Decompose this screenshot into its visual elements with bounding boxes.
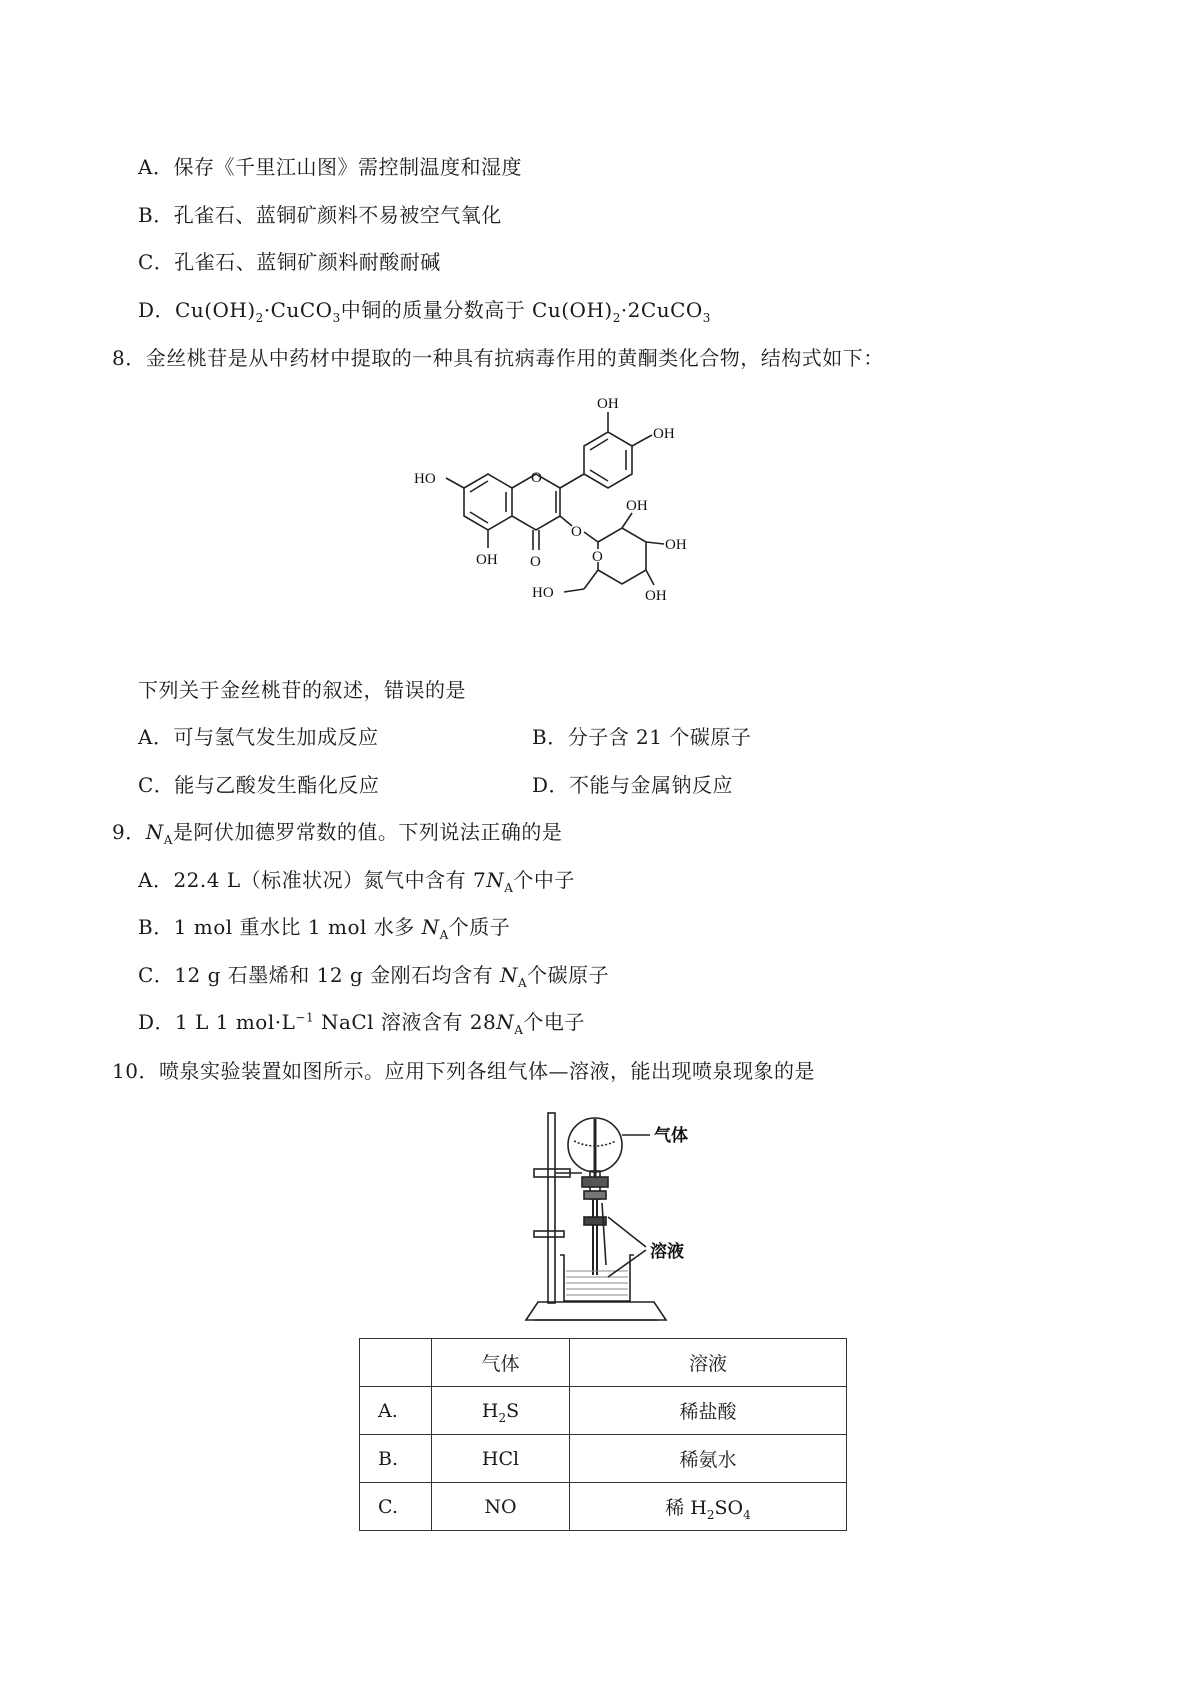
gas-cell: NO (432, 1483, 570, 1531)
q9-stem: 9．$N_A$是阿伏加德罗常数的值。下列说法正确的是 (112, 820, 563, 847)
label-o-sugar: O (592, 549, 603, 565)
label-solution: 溶液 (650, 1242, 684, 1261)
label-oh-b1: OH (597, 396, 619, 412)
label-oh-b2: OH (653, 426, 675, 442)
row-label: B. (360, 1435, 432, 1483)
q8-option-a: A．可与氢气发生加成反应 (138, 725, 379, 749)
stand-rod (548, 1113, 555, 1303)
label-gas: 气体 (654, 1126, 688, 1145)
gas-cell: $H_2S$ (432, 1387, 570, 1435)
row-label: C. (360, 1483, 432, 1531)
q9-option-d: D．1 L 1 $mol\cdot L^{-1}$ NaCl 溶液含有 $28N_A$个电子 (138, 1010, 585, 1037)
row-label: A. (360, 1387, 432, 1435)
q8-option-d: D．不能与金属钠反应 (532, 773, 734, 797)
solution-cell: 稀 $H_2SO_4$ (570, 1483, 847, 1531)
solution-cell: 稀氨水 (570, 1435, 847, 1483)
fountain-apparatus (520, 1105, 710, 1330)
gas-cell: HCl (432, 1435, 570, 1483)
q9-option-a: A．22.4 L（标准状况）氮气中含有 $7N_A$个中子 (138, 868, 575, 895)
label-o-link: O (571, 524, 582, 540)
q10-stem: 10．喷泉实验装置如图所示。应用下列各组气体—溶液，能出现喷泉现象的是 (112, 1059, 815, 1083)
label-o-ring: O (531, 470, 542, 486)
table-header: 气体 (432, 1339, 570, 1387)
solution-cell: 稀盐酸 (570, 1387, 847, 1435)
q7-option-b: B．孔雀石、蓝铜矿颜料不易被空气氧化 (138, 203, 502, 227)
table-header-row (360, 1339, 847, 1387)
q8-prompt: 下列关于金丝桃苷的叙述，错误的是 (138, 678, 466, 702)
q8-option-c: C．能与乙酸发生酯化反应 (138, 773, 380, 797)
ring-a (464, 474, 512, 530)
q7-option-d: D．$Cu(OH)_2\cdot CuCO_3$中铜的质量分数高于 $Cu(OH)_2\cdot 2CuCO_3$ (138, 298, 711, 325)
ring-b (584, 432, 632, 488)
q9-option-b: B．1 mol 重水比 1 mol 水多 $N_A$个质子 (138, 915, 511, 942)
sugar-ring (598, 528, 646, 584)
table-row (360, 1387, 847, 1435)
q9-option-c: C．12 g 石墨烯和 12 g 金刚石均含有 $N_A$个碳原子 (138, 963, 610, 990)
table-header (360, 1339, 432, 1387)
label-ho-a: HO (414, 471, 436, 487)
stand-base (526, 1302, 666, 1320)
label-oh-a: OH (476, 552, 498, 568)
q7-option-c: C．孔雀石、蓝铜矿颜料耐酸耐碱 (138, 250, 441, 274)
gas-solution-table (359, 1338, 847, 1531)
q8-option-b: B．分子含 21 个碳原子 (532, 725, 752, 749)
hyperoside-structure (400, 382, 760, 660)
label-o-carbonyl: O (530, 554, 541, 570)
q7-option-a: A．保存《千里江山图》需控制温度和湿度 (138, 155, 522, 179)
table-row (360, 1483, 847, 1531)
label-oh-s3: OH (645, 588, 667, 604)
table-row (360, 1435, 847, 1483)
label-ho-s: HO (532, 585, 554, 601)
q8-stem: 8．金丝桃苷是从中药材中提取的一种具有抗病毒作用的黄酮类化合物，结构式如下： (112, 346, 884, 370)
label-oh-s1: OH (626, 498, 648, 514)
label-oh-s2: OH (665, 537, 687, 553)
table-header: 溶液 (570, 1339, 847, 1387)
